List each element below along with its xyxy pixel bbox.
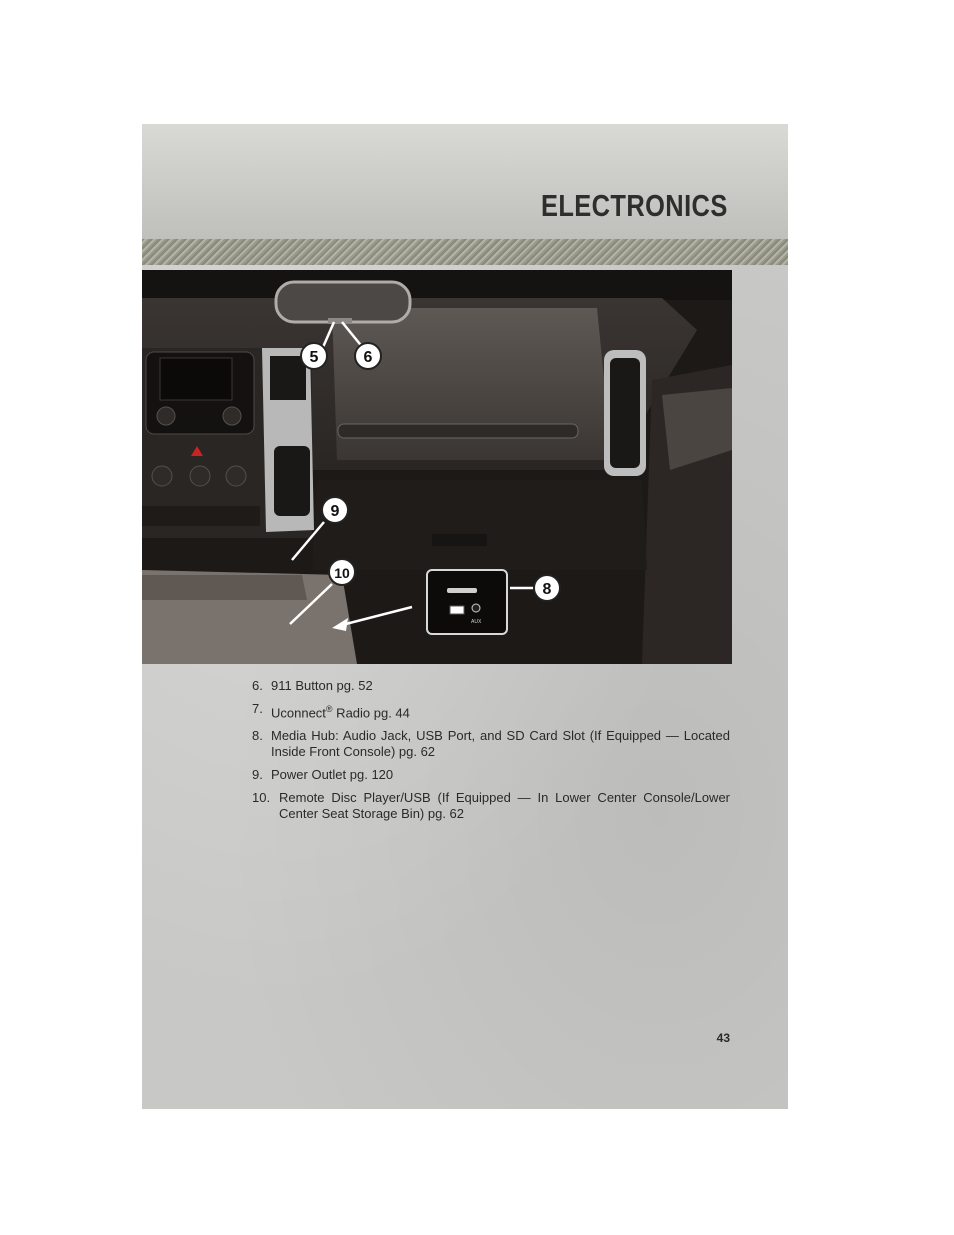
callout-10	[329, 559, 355, 585]
console-storage-bin	[142, 575, 307, 600]
item-number: 8.	[252, 728, 263, 744]
callout-8-label: 8	[542, 581, 552, 598]
windshield	[142, 270, 732, 300]
list-item	[252, 767, 730, 783]
storage-bin	[274, 446, 310, 516]
usb-port	[450, 606, 464, 614]
item-text-prefix: Uconnect	[271, 705, 326, 721]
item-text: Media Hub: Audio Jack, USB Port, and SD Card Slot (If Equipped — Located Inside Front Console) pg. 62	[271, 728, 730, 760]
climate-knob-left	[152, 466, 172, 486]
manual-page	[142, 124, 788, 1109]
section-title: ELECTRONICS	[541, 188, 728, 223]
registered-mark: ®	[325, 704, 333, 714]
item-number: 7.	[252, 701, 263, 716]
item-text: Remote Disc Player/USB (If Equipped — In Lower Center Console/Lower Center Seat Storage Bin) pg. 62	[279, 790, 730, 822]
callout-5	[301, 343, 327, 369]
item-text: 911 Button pg. 52	[271, 678, 373, 693]
mirror-buttons	[328, 318, 352, 324]
callout-9-label: 9	[330, 503, 340, 520]
item-number: 6.	[252, 678, 263, 693]
rearview-mirror	[276, 282, 410, 322]
header-stripe	[142, 239, 788, 265]
list-item	[252, 678, 730, 694]
section-header	[142, 124, 788, 239]
item-text-suffix: Radio pg. 44	[332, 705, 410, 721]
aux-jack	[472, 604, 480, 612]
dash-trim-bar	[338, 424, 578, 438]
callout-9	[322, 497, 348, 523]
item-text: Power Outlet pg. 120	[271, 767, 394, 783]
sd-card-slot	[447, 588, 477, 593]
list-item	[252, 701, 730, 721]
callout-8	[534, 575, 560, 601]
page-number: 43	[716, 1031, 730, 1045]
item-number: 9.	[252, 767, 263, 783]
glovebox-handle	[432, 534, 487, 546]
right-vent	[610, 358, 640, 468]
callout-6	[355, 343, 381, 369]
radio-screen	[160, 358, 232, 400]
volume-knob	[157, 407, 175, 425]
item-text	[252, 701, 730, 721]
tune-knob	[223, 407, 241, 425]
media-hub-inset	[427, 570, 507, 634]
feature-list	[252, 678, 730, 829]
glovebox	[312, 480, 647, 570]
climate-knob-right	[226, 466, 246, 486]
list-item	[252, 728, 730, 760]
callout-10-label: 10	[334, 565, 350, 581]
dashboard-illustration	[142, 270, 732, 664]
item-number: 10.	[252, 790, 271, 806]
climate-knob-center	[190, 466, 210, 486]
switch-bank	[142, 506, 260, 526]
aux-label: AUX	[471, 619, 482, 625]
callout-6-label: 6	[363, 349, 373, 366]
list-item	[252, 790, 730, 822]
center-vent	[270, 356, 306, 400]
dashboard-photo	[142, 270, 732, 664]
callout-5-label: 5	[309, 349, 319, 366]
